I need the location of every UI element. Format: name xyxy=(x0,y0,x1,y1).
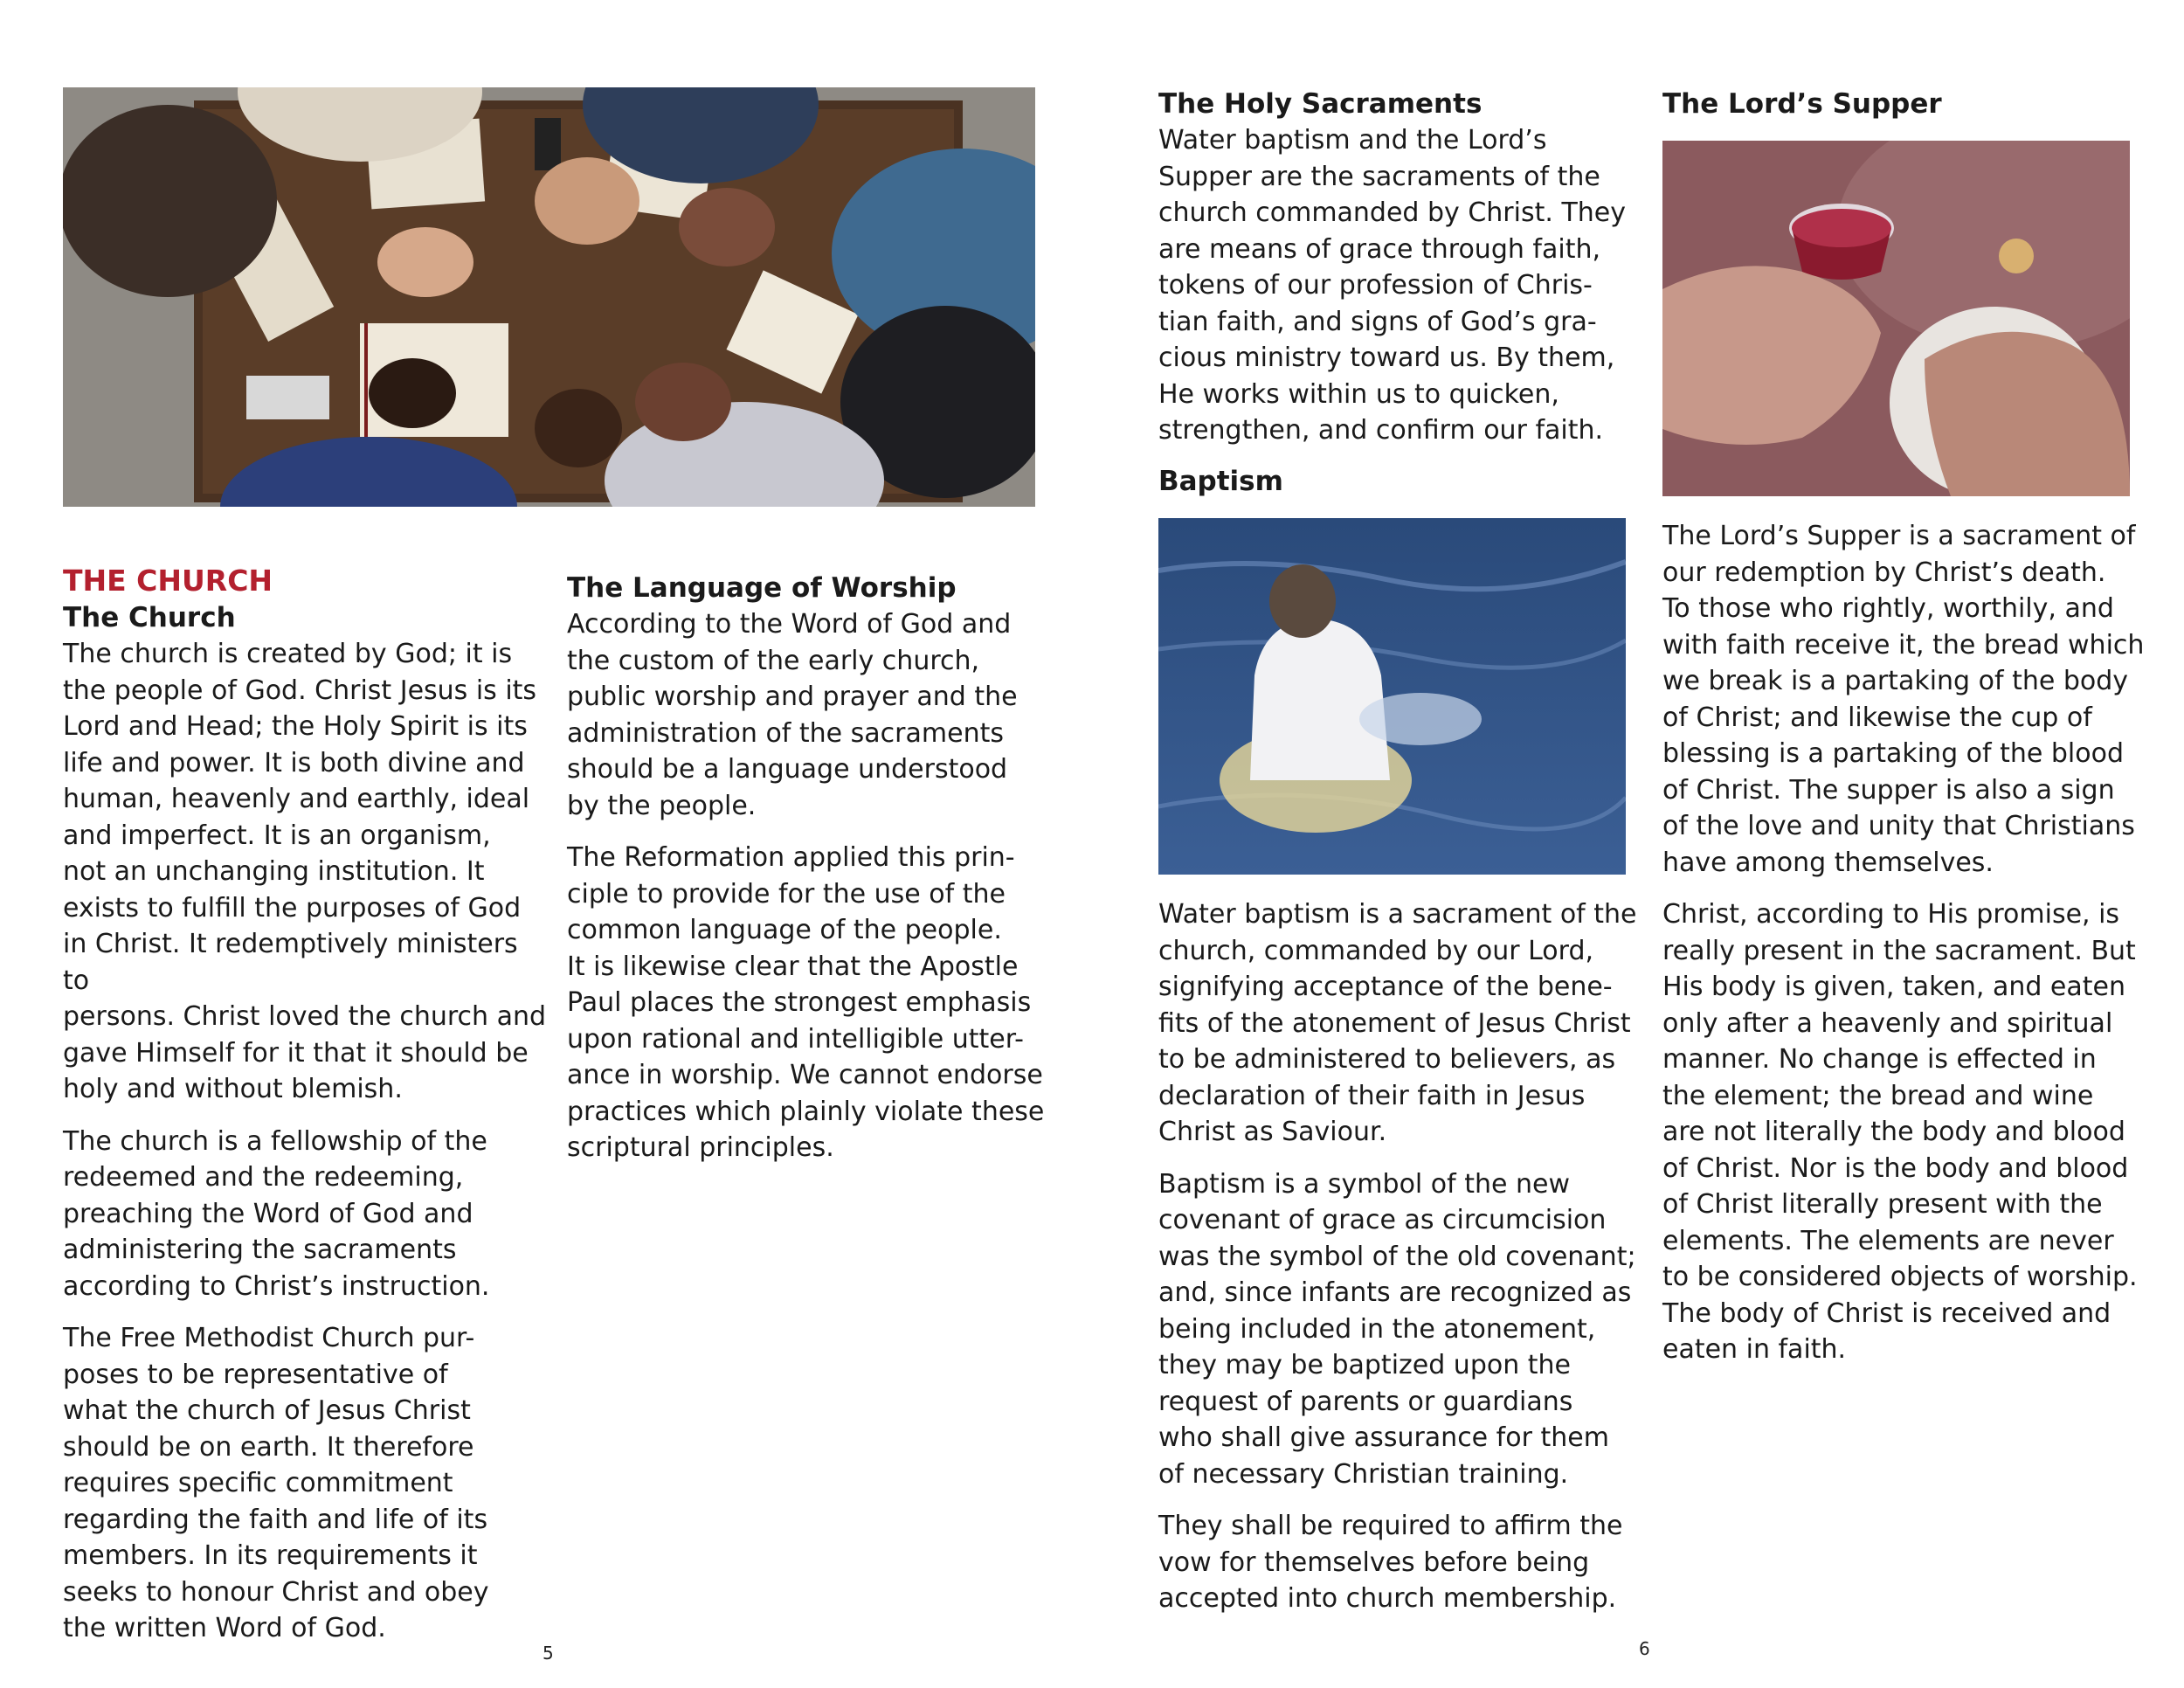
heading-language-of-worship: The Language of Worship xyxy=(567,572,957,604)
column-lords-supper xyxy=(1662,518,2169,1384)
heading-holy-sacraments: The Holy Sacraments xyxy=(1158,88,1482,120)
baptism-paragraph-3: They shall be required to affirm the vow for themselves before being accepted into church membership. xyxy=(1158,1511,1623,1614)
heading-baptism: Baptism xyxy=(1158,466,1283,497)
column-the-church xyxy=(63,599,552,1663)
worship-paragraph-2: The Reformation applied this prin- ciple to provide for the use of the common language of the people. It is likewise clear that the Apostle Paul places the strongest emphasis upon rational and intelligible utter- ance in worship. We cannot endorse practices which plainly violate these scriptural principles. xyxy=(567,842,1045,1163)
church-paragraph-3: The Free Methodist Church pur- poses to be representative of what the church of Jesus Christ should be on earth. It therefore requires specific commitment regarding the faith and life of its members. In its requirements it seeks to honour Christ and obey the written Word of God. xyxy=(63,1323,489,1643)
communion-photo xyxy=(1662,141,2130,496)
baptism-paragraph-1: Water baptism is a sacrament of the church, commanded by our Lord, signifying acceptance of the bene- fits of the atonement of Jesus Christ to be administered to believers, as declaration of their faith in Jesus Christ as Saviour. xyxy=(1158,899,1637,1147)
church-paragraph-1: The church is created by God; it is the people of God. Christ Jesus is its Lord and Head; the Holy Spirit is its life and power. It is both divine and human, heavenly and earthly, ideal and imperfect. It is an organism, not an unchanging institution. It exists to fulfill the purposes of God in Christ. It redemptively ministers to persons. Christ loved the church and gave Himself for it that it should be holy and without blemish. xyxy=(63,639,547,1104)
page-number-5: 5 xyxy=(543,1643,554,1664)
heading-the-church: The Church xyxy=(63,602,236,633)
baptism-paragraph-2: Baptism is a symbol of the new covenant of grace as circumcision was the symbol of the old covenant; and, since infants are recognized as being included in the atonement, they may be baptized upon the request of parents or guardians who shall give assurance for them of necessary Christian training. xyxy=(1158,1168,1636,1490)
heading-lords-supper: The Lord’s Supper xyxy=(1662,88,1942,120)
section-label-the-church: THE CHURCH xyxy=(63,564,273,598)
supper-paragraph-1: The Lord’s Supper is a sacrament of our redemption by Christ’s death. To those who rightly, worthily, and with faith receive it, the bread which we break is a partaking of the body of Christ; and likewise the cup of blessing is a partaking of the blood of Christ. The supper is also a sign of the love and unity that Christians have among themselves. xyxy=(1662,521,2145,878)
baptism-photo xyxy=(1158,518,1626,875)
supper-paragraph-2: Christ, according to His promise, is really present in the sacrament. But His body is given, taken, and eaten only after a heavenly and spiritual manner. No change is effected in the element; the bread and wine are not literally the body and blood of Christ. Nor is the body and blood of Christ literally present with the elements. The elements are never to be considered objects of worship. The body of Christ is received and eaten in faith. xyxy=(1662,899,2138,1365)
page-number-6: 6 xyxy=(1639,1638,1650,1659)
column-baptism xyxy=(1158,896,1648,1633)
worship-paragraph-1: According to the Word of God and the custom of the early church, public worship and prayer and the administration of the sacraments should be a language understood by the people. xyxy=(567,609,1018,821)
group-prayer-photo xyxy=(63,87,1035,507)
column-language-of-worship xyxy=(567,570,1056,1182)
column-holy-sacraments xyxy=(1158,86,1648,465)
sacraments-paragraph-1: Water baptism and the Lord’s Supper are the sacraments of the church commanded by Christ. They are means of grace through faith, tokens of our profession of Chris- tian faith, and signs of God’s gra- cious ministry toward us. By them, He works within us to quicken, strengthen, and confirm our faith. xyxy=(1158,125,1626,446)
church-paragraph-2: The church is a fellowship of the redeemed and the redeeming, preaching the Word of God and administering the sacraments according to Christ’s instruction. xyxy=(63,1125,490,1302)
